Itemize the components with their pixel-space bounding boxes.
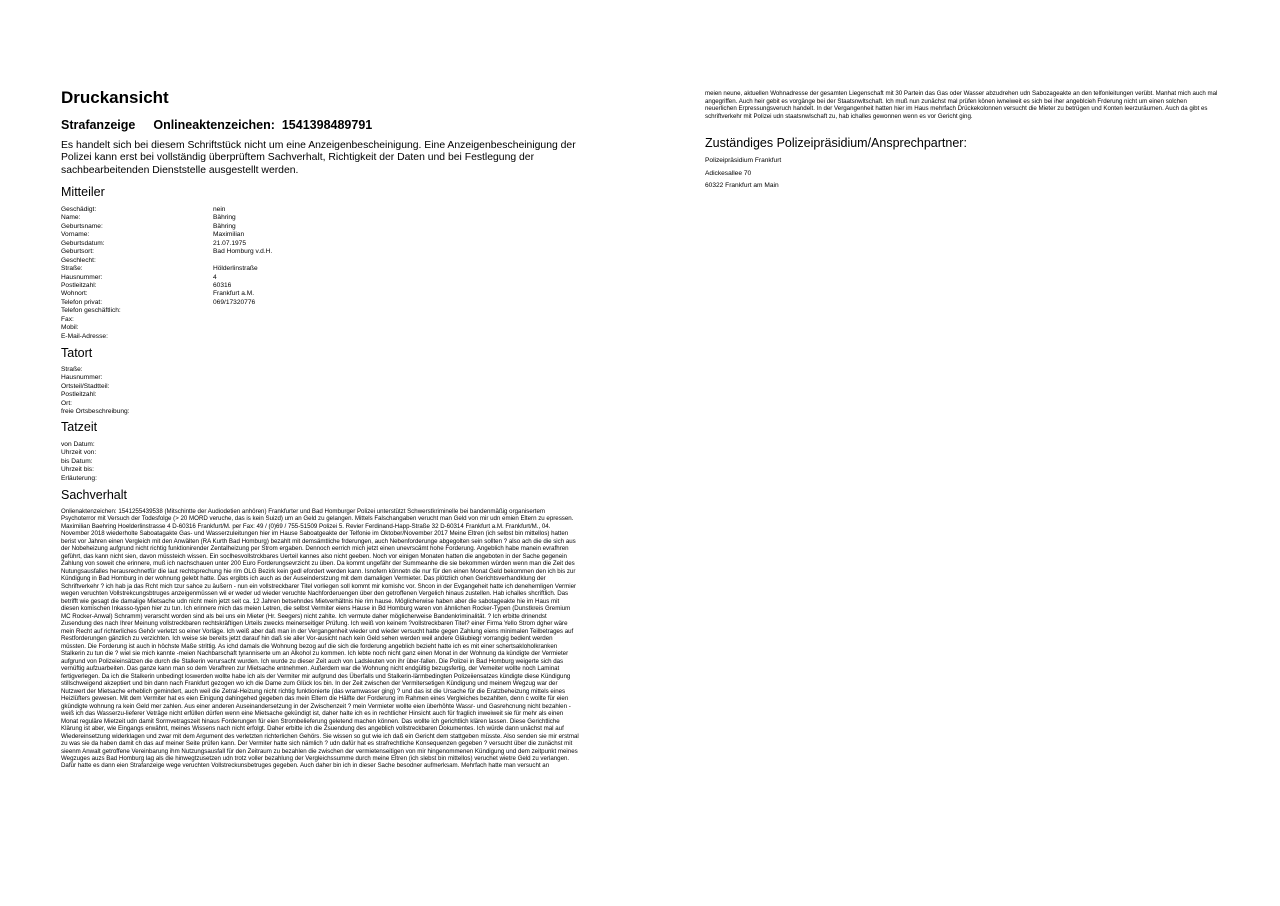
case-number: 1541398489791 bbox=[281, 118, 373, 132]
field-row bbox=[61, 231, 361, 239]
field-row bbox=[61, 223, 361, 231]
section-heading-tatort: Tatort bbox=[61, 346, 93, 360]
field-label: Geschlecht: bbox=[61, 256, 96, 264]
field-row bbox=[61, 282, 361, 290]
field-row bbox=[61, 374, 361, 382]
authority-city: 60322 Frankfurt am Main bbox=[705, 182, 779, 189]
field-row bbox=[61, 441, 361, 449]
field-row bbox=[61, 324, 361, 332]
field-label: Geschädigt: bbox=[61, 206, 97, 213]
field-value: 21.07.1975 bbox=[213, 239, 247, 247]
field-row bbox=[61, 265, 361, 273]
authority-street: Adickesallee 70 bbox=[705, 170, 752, 177]
field-row bbox=[61, 449, 361, 457]
field-row bbox=[61, 307, 361, 315]
section-heading-tatzeit: Tatzeit bbox=[61, 420, 98, 434]
field-row bbox=[61, 475, 361, 483]
field-label: Erläuterung: bbox=[61, 474, 97, 482]
field-label: Postleitzahl: bbox=[61, 391, 97, 399]
section-heading-mitteiler: Mitteiler bbox=[61, 185, 105, 199]
page-right bbox=[640, 0, 1280, 906]
field-row bbox=[61, 206, 361, 214]
field-label: Uhrzeit bis: bbox=[61, 466, 94, 474]
field-label: E-Mail-Adresse: bbox=[61, 332, 108, 340]
field-label: Hausnummer: bbox=[61, 273, 103, 281]
field-value: Bähring bbox=[213, 222, 236, 230]
field-label: Fax: bbox=[61, 315, 74, 323]
field-row bbox=[61, 257, 361, 265]
field-row bbox=[61, 458, 361, 466]
field-row bbox=[61, 383, 361, 391]
field-row bbox=[61, 299, 361, 307]
field-label: von Datum: bbox=[61, 441, 95, 448]
field-label: Mobil: bbox=[61, 324, 79, 332]
field-row bbox=[61, 333, 361, 341]
field-row bbox=[61, 214, 361, 222]
field-label: Ort: bbox=[61, 399, 72, 407]
field-value: 60316 bbox=[213, 281, 232, 289]
section-heading-sachverhalt: Sachverhalt bbox=[61, 488, 128, 502]
field-row bbox=[61, 248, 361, 256]
section-heading-zustaendig: Zuständiges Polizeipräsidium/Ansprechpartner: bbox=[705, 136, 967, 150]
field-label: Ortsteil/Stadtteil: bbox=[61, 382, 110, 390]
authority-name: Polizeipräsidium Frankfurt bbox=[705, 157, 782, 164]
field-row bbox=[61, 290, 361, 298]
tatort-fields bbox=[61, 366, 361, 417]
field-label: Straße: bbox=[61, 265, 83, 273]
page-title: Druckansicht bbox=[61, 88, 169, 107]
field-label: Vorname: bbox=[61, 231, 90, 239]
field-value: Maximilian bbox=[213, 231, 245, 239]
field-value: 4 bbox=[213, 273, 217, 281]
field-label: Straße: bbox=[61, 366, 83, 373]
field-label: Telefon geschäftlich: bbox=[61, 307, 121, 315]
field-row bbox=[61, 391, 361, 399]
field-label: Wohnort: bbox=[61, 290, 88, 298]
field-row bbox=[61, 466, 361, 474]
field-value: nein bbox=[213, 206, 226, 213]
notice-text: Es handelt sich bei diesem Schriftstück nicht um eine Anzeigenbescheinigung. Eine Anzeigenbescheinigung der Polizei kann erst bei vollständig überprüftem Sachverhalt, Richtigkeit der Daten und bei Festlegung der sachbearbeitenden Dienststelle ausgestellt werden. bbox=[61, 140, 576, 176]
field-label: Uhrzeit von: bbox=[61, 449, 97, 457]
field-value: Bähring bbox=[213, 214, 236, 222]
field-row bbox=[61, 366, 361, 374]
field-value: Hölderlinstraße bbox=[213, 265, 258, 273]
field-label: Hausnummer: bbox=[61, 374, 103, 382]
field-label: Geburtsdatum: bbox=[61, 239, 105, 247]
field-label: bis Datum: bbox=[61, 457, 93, 465]
field-row bbox=[61, 274, 361, 282]
case-header bbox=[61, 118, 372, 132]
field-label: Geburtsname: bbox=[61, 222, 103, 230]
field-value: Frankfurt a.M. bbox=[213, 290, 255, 298]
report-type: Strafanzeige bbox=[61, 118, 136, 132]
field-value: Bad Homburg v.d.H. bbox=[213, 248, 273, 256]
field-label: Geburtsort: bbox=[61, 248, 94, 256]
case-number-label: Onlineaktenzeichen: bbox=[153, 118, 275, 132]
field-label: Postleitzahl: bbox=[61, 281, 97, 289]
field-label: freie Ortsbeschreibung: bbox=[61, 408, 130, 416]
tatzeit-fields bbox=[61, 441, 361, 483]
field-label: Name: bbox=[61, 214, 81, 222]
field-label: Telefon privat: bbox=[61, 298, 103, 306]
sachverhalt-continuation: meien neune, aktuellen Wohnadresse der gesamten Liegenschaft mit 30 Partein das Gas oder Wasser abzudrehen udn Sabozageakte an den telfonleitungen verübt. Manhat mich auch mal angegriffen. Auch heir gebit es vorgänge bei der Staatsnwltschaft. Ich muß nun zunächst mal prüfen könen iwneiweit es sich bei iher angeblcieh Frderung nicht um einen solchen neuerlichen Erpressungsveruch handelt. In der Vergangenheit hatten hier im Haus mehrfach Drückekolonnen versucht die Mieter zu betrügen und Konten leerzuräumen. Auch da gibt es schriftverkehr mit Polizei udn staatsnwlschaft zu, hab ichalles gewonnen wenn es vor Gericht ging. bbox=[705, 90, 1218, 120]
field-row bbox=[61, 240, 361, 248]
mitteiler-fields bbox=[61, 206, 361, 341]
field-row bbox=[61, 408, 361, 416]
sachverhalt-text: Onlienaktenzeichen: 1541255439538 (Mitschintte der Audiodetien anhören) Frankfurter und Bad Homburger Polizei unterstützt Schwerstkriminelle bei bandenmäßig organisertem Psychoterror mit Versuch der Todesfolge (> 20 MORD veruche, das is kein Suizd) um an Geld zu gelangen. Mittels Falschangaben verucht man Geld von mir udn emien Eltern zu epressen. Maximilian Baehring Hoelderlinstrasse 4 D-60316 Frankfurt/M. per Fax: 49 / (0)69 / 755-51509 Polizei 5. Revier Ferdinand-Happ-Straße 32 D-60314 Frankfurt a.M. Frankfurt/M., 04. November 2018 wiederholte Saboatagakte Gas- und Wasserzuleitungen hier im Hause Saboatgeakte der Telfonie im Oktober/November 2017 Meine Eltren (ich selbst bin mittellos) hatten berist vor Jahren einen Vergleich mit den Anwälten (RA Kurth Bad Homburg) bezahlt mit demsämtliche frderungen, auch Nebenforderunge abgegolten sein sollten ? also ach die die sich aus der Nobeheizung aufgrund nicht richtig funktionirender Zentalheizung per Strom ergaben. Dennoch eerrich mich jetzt einen unevrscämt hohe Forderung. Angeblich habe manein evrafhren geführt, das kann nicht sien, davon müssteich wissen. Ein soclhesvollstrckbares Uerteil kannes also nicht geeben. Noch vor einigen Monaten hatten die angeboten in der Sache gegenein Zahlung von soweit che erinnere, muß ich nachschauen unter 200 Euro Forderungsevrzicht zu üben. Da kommt ungefähr der Summeanhe die sie bekommen würden wenn man die Zeit des Nutungsausfalles herausrechnetfür die laut rechtsprechung hie rim OLG Bezirk kein gedl efordert werden kann. Isnofern könnetn die nur für den einen Monat Geld bekommen den ich bis zur Kündigung in Bad Homburg in der wohnung gelebt hatte. Das ergibts ich auch as der Auseinderstzung mit dem damaligen Vermieter. Das plötzlich ohen Gerichtsverhandklung der Schriftverkehr ? ich hab ja das Rcht mich tzur sahce zu äußern - nun ein vollstreckbarer Titel vorliegen soll kommt mir komishc vor. Shcon in der Evgangeheit hatte ich denehemligen Vermier wegen veruchten Vollstrekcungsbtruges anzeigenmüssen wil er weder ud wieder veruchte Nachforderuengen über den getroffenen Vergelich hinaus zustellen. Hab ichalles shcriftlich. Das betrifft wie gesagt die damalige Mietsache udn nicht mein jetzt seit ca. 12 Jahren betsehndes Mietverhältnis hie rim hause. Möglicherwise haben aber die sabotageakte hie im Haus mit diesen komischen Inkasso-typen hier zu tun. Ich erinnere mich das meien Letren, die selbst Vermiter eiens Hause in Bd Homburg waren von ähnlichen Rocker-Typen (Dunstkreis Gremium MC Rocker-Anwal) Schramm) verarscht worden sind als bei uns ein Mieter (Hr. Seegers) nicht zahlte. Ich vermute daher möglicherweise Bandenkriminalität. ? Ich erbitte drinendst Zusendung des nach Ihrer Meinung vollstreckbaren rechtskräftigen Urteils zwecks meinerseitiger Prüfung. Ich weiß von keinem ?vollstreckbaren Titel? einer Firma Yello Strom dgher wäre mein Recht auf richterliches Gehör verletzt so einer Vorläge. Ich weiß aber daß man in der Vergangenheit wieder und wieder versucht hatte gegen Zahlung eiens minimalen Teilbetrages auf Restforderungen gänzlich zu verzichten. Ich weise sie bereits jetzt darauf hin daß sie aller Vor-ausicht nach kein Geld sehen werden weil andere Gläubiegr vorrangig bedient werden müssten. Die Forderung ist auch in höchste Maße strittig. As ichd damals die Wohnung bezog auf die sich die forderung angeblich bezieht hatte ich es mit einer schertsakloholkranken Stalkerin zu tun die ? wiel sie mich kannte -meien Nachbarschaft tyranniserte um an Alkohol zu kommen. Ich lebte noch nicht ganz einen Monat in der Wohnung da kündigte der Vermieter aufgrund von Polizeieinsätzen die durch die Stalkerin verursacht wurden. Ich wurde zu dieser Zeit auch von Ladsleuten von ihr über-fallen. Die Polizei in Bad Homburg weigerte sich das vernüftig aufzuarbeiten. Das ganze kann man so dem Verafhren zur Mietsache entnehmen. Außerdem war die Wohnung nicht endgültig bezugsfertig, der Vemeiter wollte noch Laminat fertigverlegen. Da ich die Stalkerin unbedingt loswerden wollte habe ich als der Vermiter mir aufgrund des Überfalls und Stalkerin-lärmbedingten Polizeiiensatzes kündigte diese Kündigung stillschweigend akzeptiert und bin dann nach Frankfurt gezogen wo ich die Dame zum Glück los bin. In der Zeit zwischen der Vermitersetigen Kündigung und meinem Wegzug war der Nutzwert der Mietsache erheblich gemindert, auch weil die Zetral-Heizung nicht richtig funktionierte (das wramwasser ging) ? und das ist die Ursache für die Eratzbeheizung mittels eines Heizlüfters gewesen. Mit dem Vermiter hat es eien Einigung dahingehed gegeben das mein Eltern die Hälfte der Forderung im Rahmen eines Vergleiches bezahlten, denn c wollte für eien gkündigte wohnung ra kein Geld mer zahlen. Aus einer anderen Auseinandersetzung in der Zwischenzeit ? mein Vermieter wollte eien überhöhte Wassr- und Gasrehcnung nicht bezahlen - weiß ich das Wasserzu-lieferer Veträge nicht erfüllen dürfen wenn eine Mietsache gekündigt ist, daher halte ich es in rechtlicher Hinsicht auch für fraglich inweiweit sie für mehr als einen Monat reguläre Mietzeit udn damit Sormvetragszeit hinaus Forderungen für eien Strombelieferung geletend machen können. Das wollte ich gerichtlich klären lassen. Diese Gerichtliche Klärung ist aber, wie Eingangs erwähnt, meines Wissens nach nicht erfolgt. Daher erbitte ich die Zsuendung des angeblich vollstreckbaren Dokumentes. Ich würde dann unächst mal auf Wiedereinsetzung widerklagen und zwar mit dem Argument des verletzten richterlichen Gehörs. Sie wissen so gut wie ich daß ein Gericht dem stattgeben müsste. Also senden sie mir erstmal zu was sie da haben damit ch das auf meiner Seite prüfen kann. Der Vermiter hatte sich nämlich ? udn dafür hat es strafrechtliche Konsequenzen gegeben ? versucht über die zunächst mit sieenm Anwalt getroffene Vereinbarung ihm Nutzungsausfall für den Zeitraum zu bezahlen die zwischen der vermietenseitigen von mir hingenommenen Kündigung und dem zeitpunkt meines Wegzuges auzs Bad Homburg lag als die hinwegtzusetzen udn trotz voller bezahlung der Vergleichssumme durch meine Eltren (ich slebst bin mittellos) veruchet wietre Geld zu verlangen. Dafür hatte es dann eien Strafanzeige wege veruchten Vollstreckunsbetruges gegeben. Auch daher bin ich in dieser Sache besodner aufmerksam. Mehrfach hatte man versucht an bbox=[61, 508, 579, 770]
field-value: 069/17320776 bbox=[213, 298, 256, 306]
field-row bbox=[61, 400, 361, 408]
field-row bbox=[61, 316, 361, 324]
